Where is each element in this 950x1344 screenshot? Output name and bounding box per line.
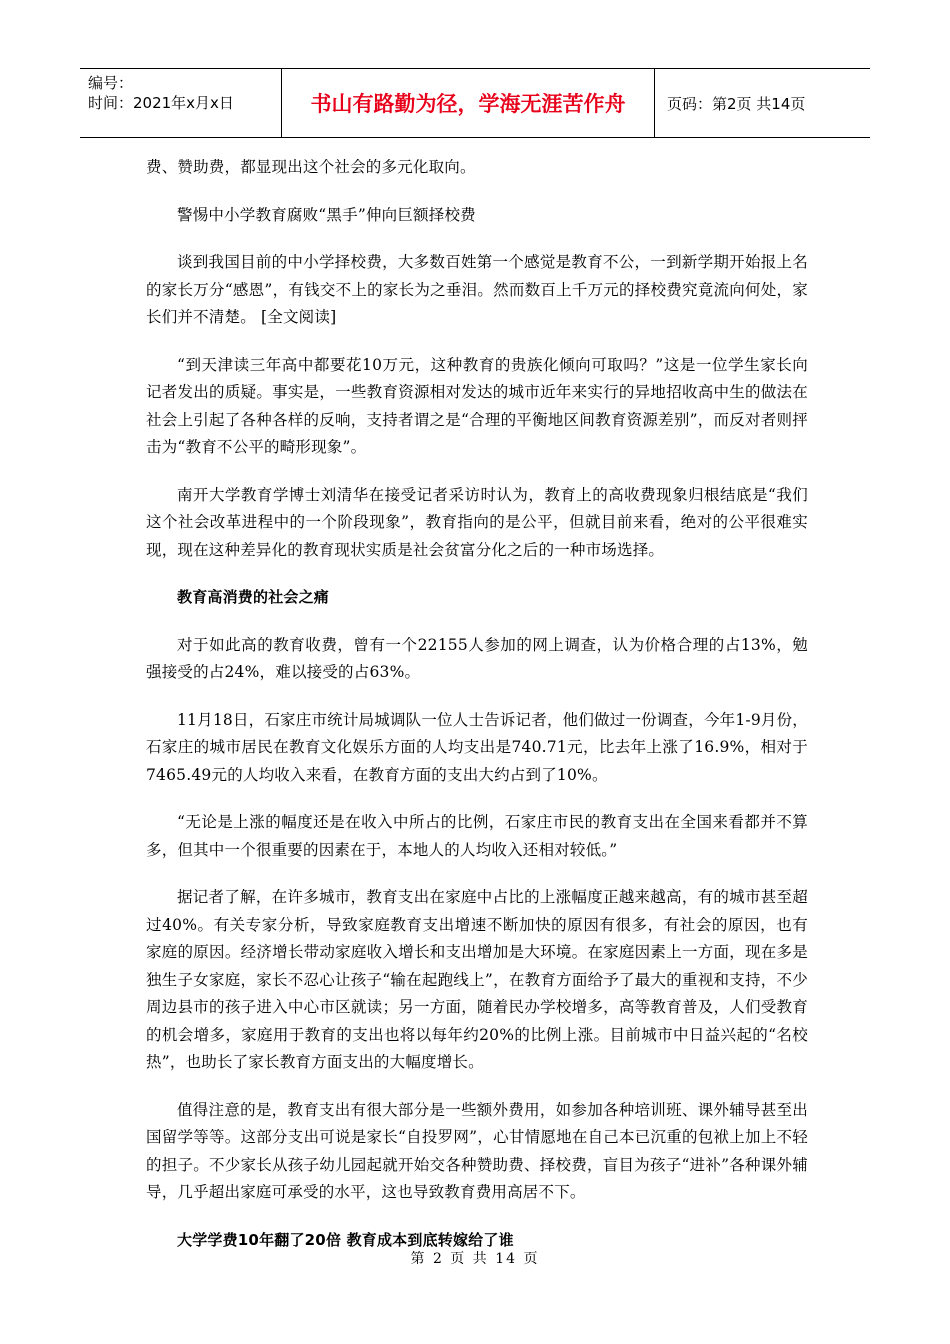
header-motto: 书山有路勤为径，学海无涯苦作舟 [282, 69, 655, 137]
paragraph: 值得注意的是，教育支出有很大部分是一些额外费用，如参加各种培训班、课外辅导甚至出国留学等等。这部分支出可说是家长“自投罗网”，心甘情愿地在自己本已沉重的包袱上加上不轻的担子。不少家长从孩子幼儿园起就开始交各种赞助费、择校费，盲目为孩子“进补”各种课外辅导，几乎超出家庭可承受的水平，这也导致教育费用高居不下。 [146, 1100, 808, 1201]
header-meta [80, 69, 282, 137]
paragraph: 南开大学教育学博士刘清华在接受记者采访时认为，教育上的高收费现象归根结底是“我们这个社会改革进程中的一个阶段现象”，教育指向的是公平，但就目前来看，绝对的公平很难实现，现在这种差异化的教育现状实质是社会贫富分化之后的一种市场选择。 [146, 485, 808, 559]
section-heading: 大学学费10年翻了20倍 教育成本到底转嫁给了谁 [177, 1230, 514, 1249]
paragraph: “无论是上涨的幅度还是在收入中所占的比例，石家庄市民的教育支出在全国来看都并不算多，但其中一个很重要的因素在于，本地人的人均收入还相对较低。” [146, 813, 808, 859]
section-title: 警惕中小学教育腐败“黑手”伸向巨额择校费 [177, 205, 476, 224]
page-footer: 第 2 页 共 14 页 [410, 1251, 540, 1267]
paragraph: 对于如此高的教育收费，曾有一个22155人参加的网上调查，认为价格合理的占13%，勉强接受的占24%，难以接受的占63%。 [146, 635, 808, 681]
page-header [80, 68, 870, 138]
paragraph: 11月18日，石家庄市统计局城调队一位人士告诉记者，他们做过一份调查，今年1-9月份，石家庄的城市居民在教育文化娱乐方面的人均支出是740.71元，比去年上涨了16.9%，相对于7465.49元的人均收入来看，在教育方面的支出大约占到了10%。 [146, 710, 809, 784]
paragraph: 据记者了解，在许多城市，教育支出在家庭中占比的上涨幅度正越来越高，有的城市甚至超过40%。有关专家分析，导致家庭教育支出增速不断加快的原因有很多，有社会的原因，也有家庭的原因。经济增长带动家庭收入增长和支出增加是大环境。在家庭因素上一方面，现在多是独生子女家庭，家长不忍心让孩子“输在起跑线上”，在教育方面给予了最大的重视和支持，不少周边县市的孩子进入中心市区就读；另一方面，随着民办学校增多，高等教育普及，人们受教育的机会增多，家庭用于教育的支出也将以每年约20%的比例上涨。目前城市中日益兴起的“名校热”，也助长了家长教育方面支出的大幅度增长。 [146, 888, 808, 1071]
header-page-info: 页码：第2页 共14页 [667, 94, 806, 113]
paragraph: 费、赞助费，都显现出这个社会的多元化取向。 [146, 158, 476, 176]
section-heading: 教育高消费的社会之痛 [177, 588, 330, 606]
paragraph: 谈到我国目前的中小学择校费，大多数百姓第一个感觉是教育不公，一到新学期开始报上名的家长万分“感恩”，有钱交不上的家长为之垂泪。然而数百上千万元的择校费究竟流向何处，家长们并不清楚。 [全文阅读] [146, 253, 808, 326]
document-body [146, 154, 808, 1274]
paragraph: “到天津读三年高中都要花10万元，这种教育的贵族化倾向可取吗？”这是一位学生家长向记者发出的质疑。事实是，一些教育资源相对发达的城市近年来实行的异地招收高中生的做法在社会上引起了各种各样的反响，支持者谓之是“合理的平衡地区间教育资源差别”，而反对者则抨击为“教育不公平的畸形现象”。 [146, 355, 808, 456]
document-number-label: 编号： [88, 74, 134, 92]
document-date-label: 时间：2021年x月x日 [88, 94, 234, 112]
